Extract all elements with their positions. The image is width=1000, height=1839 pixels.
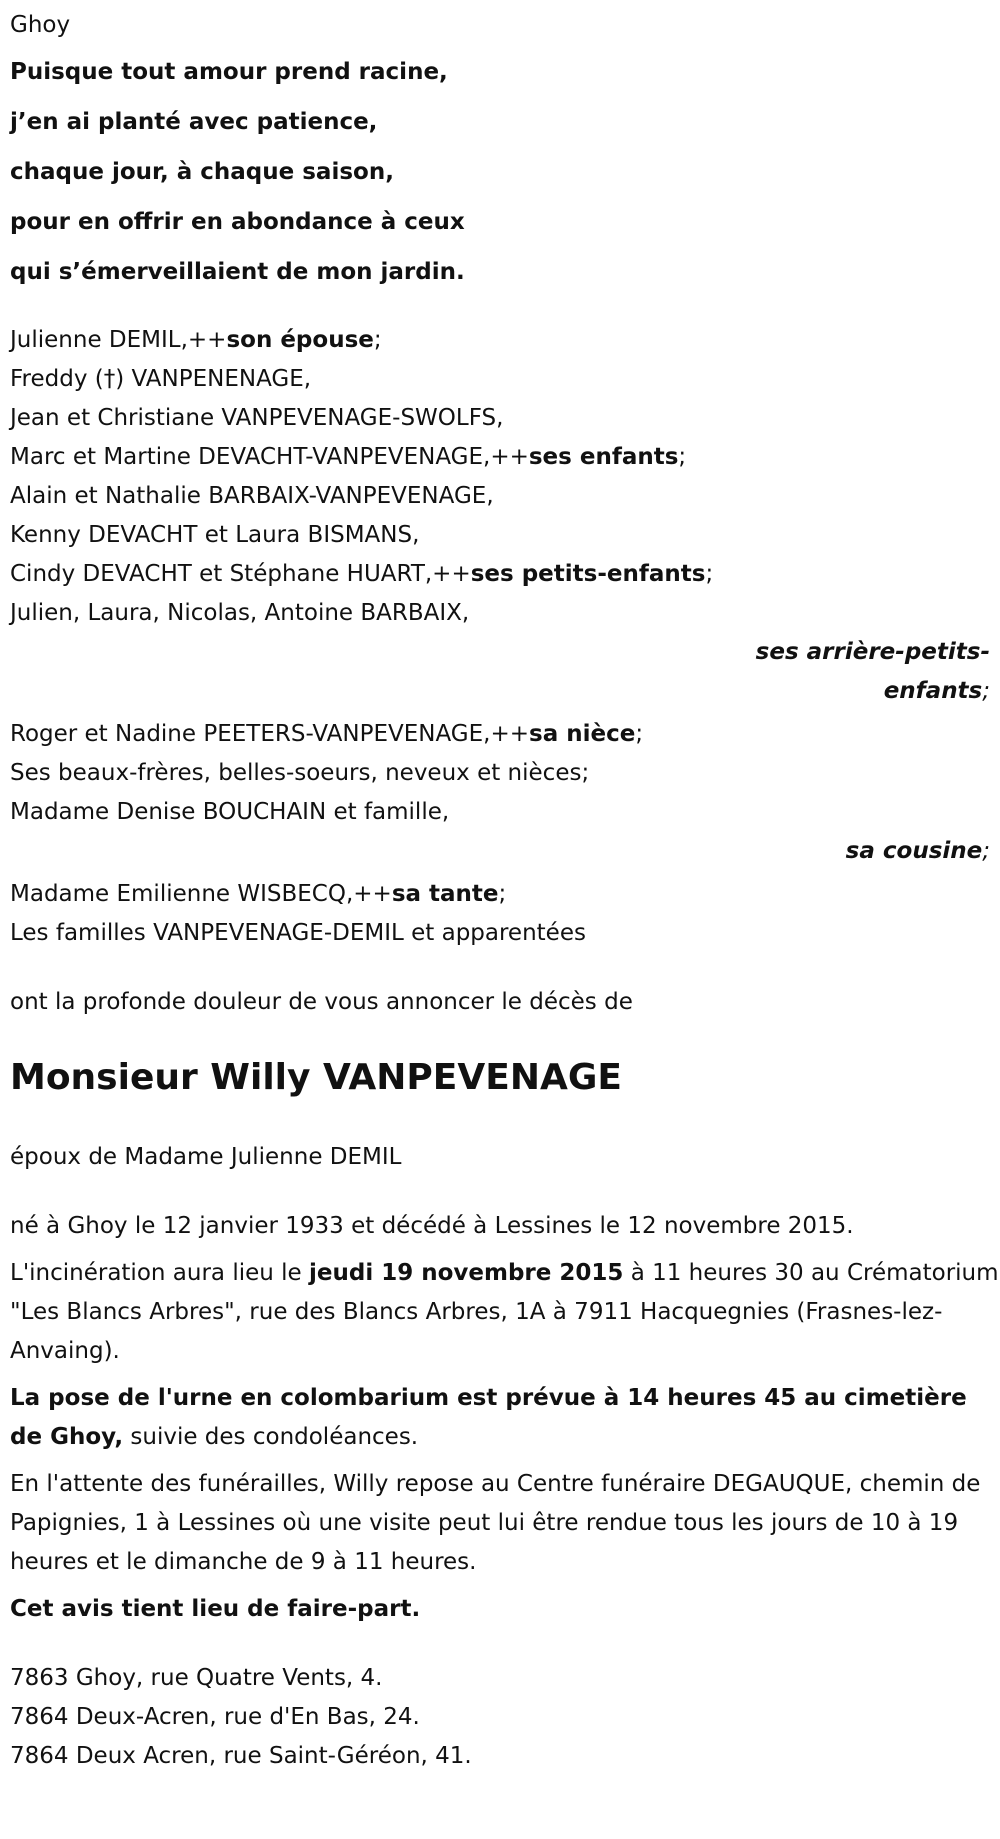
family-line xyxy=(10,321,990,360)
family-list xyxy=(10,321,990,953)
poem xyxy=(10,47,990,297)
poem-line: chaque jour, à chaque saison, xyxy=(10,159,394,185)
family-names: Madame Emilienne WISBECQ,++ xyxy=(10,881,392,907)
punctuation: ; xyxy=(705,561,714,587)
family-role: ses petits-enfants xyxy=(470,561,706,587)
address-line: 7863 Ghoy, rue Quatre Vents, 4. xyxy=(10,1665,383,1691)
announcement: ont la profonde douleur de vous annoncer le décès de xyxy=(10,989,633,1015)
poem-line: Puisque tout amour prend racine, xyxy=(10,59,448,85)
poem-line: j’en ai planté avec patience, xyxy=(10,109,378,135)
family-line xyxy=(10,875,990,914)
cremation-date: jeudi 19 novembre 2015 xyxy=(309,1260,624,1286)
family-line xyxy=(10,438,990,477)
urn-paragraph xyxy=(10,1379,1000,1457)
obituary-content xyxy=(10,0,999,1776)
notice-statement: Cet avis tient lieu de faire-part. xyxy=(10,1596,421,1622)
family-role-text: sa cousine xyxy=(845,838,983,864)
place-header: Ghoy xyxy=(10,12,71,38)
family-line: Les familles VANPEVENAGE-DEMIL et apparentées xyxy=(10,920,586,946)
family-line: Alain et Nathalie BARBAIX-VANPEVENAGE, xyxy=(10,483,494,509)
punctuation: ; xyxy=(373,327,382,353)
family-line: Kenny DEVACHT et Laura BISMANS, xyxy=(10,522,420,548)
family-role-text: enfants xyxy=(883,678,983,704)
urn-text: La pose de l'urne en colombarium est prévue à 14 heures 45 au cimetière de Ghoy, xyxy=(10,1385,967,1450)
address-line: 7864 Deux-Acren, rue d'En Bas, 24. xyxy=(10,1704,420,1730)
family-role-right xyxy=(10,832,990,871)
cremation-paragraph xyxy=(10,1254,1000,1371)
family-line: Julien, Laura, Nicolas, Antoine BARBAIX, xyxy=(10,600,470,626)
family-line: Ses beaux-frères, belles-soeurs, neveux et nièces; xyxy=(10,760,590,786)
family-names: Cindy DEVACHT et Stéphane HUART,++ xyxy=(10,561,471,587)
poem-line: pour en offrir en abondance à ceux xyxy=(10,209,465,235)
poem-line: qui s’émerveillaient de mon jardin. xyxy=(10,259,465,285)
family-line xyxy=(10,555,990,594)
address-list xyxy=(10,1659,990,1776)
family-line xyxy=(10,715,990,754)
punctuation: ; xyxy=(635,721,644,747)
family-names: Julienne DEMIL,++ xyxy=(10,327,227,353)
family-role: sa tante xyxy=(391,881,499,907)
family-role-line xyxy=(10,672,990,711)
family-line: Jean et Christiane VANPEVENAGE-SWOLFS, xyxy=(10,405,504,431)
punctuation: ; xyxy=(982,678,990,704)
family-role-right xyxy=(10,633,990,711)
cremation-text: L'incinération aura lieu le xyxy=(10,1260,309,1286)
cremation-location: à 11 heures 30 au Crématorium "Les Blancs Arbres", rue des Blancs Arbres, 1A à 7911 Hacquegnies (Frasnes-lez-Anvaing). xyxy=(10,1260,999,1364)
family-role: ses enfants xyxy=(528,444,679,470)
family-role: son épouse xyxy=(226,327,374,353)
address-line: 7864 Deux Acren, rue Saint-Géréon, 41. xyxy=(10,1743,472,1769)
deceased-name: Monsieur Willy VANPEVENAGE xyxy=(10,1057,622,1098)
family-line: Madame Denise BOUCHAIN et famille, xyxy=(10,799,450,825)
family-line: Freddy (†) VANPENENAGE, xyxy=(10,366,312,392)
birth-death-dates: né à Ghoy le 12 janvier 1933 et décédé à Lessines le 12 novembre 2015. xyxy=(10,1213,854,1239)
visitation-paragraph: En l'attente des funérailles, Willy repose au Centre funéraire DEGAUQUE, chemin de Papignies, 1 à Lessines où une visite peut lui être rendue tous les jours de 10 à 19 heures et le dimanche de 9 à 11 heures. xyxy=(10,1471,981,1575)
punctuation: ; xyxy=(982,838,990,864)
spouse-line: époux de Madame Julienne DEMIL xyxy=(10,1144,402,1170)
condolences-text: suivie des condoléances. xyxy=(123,1424,419,1450)
family-names: Roger et Nadine PEETERS-VANPEVENAGE,++ xyxy=(10,721,530,747)
family-role: sa nièce xyxy=(529,721,636,747)
family-names: Marc et Martine DEVACHT-VANPEVENAGE,++ xyxy=(10,444,529,470)
punctuation: ; xyxy=(498,881,507,907)
punctuation: ; xyxy=(678,444,687,470)
family-role-line: ses arrière-petits- xyxy=(755,639,990,665)
